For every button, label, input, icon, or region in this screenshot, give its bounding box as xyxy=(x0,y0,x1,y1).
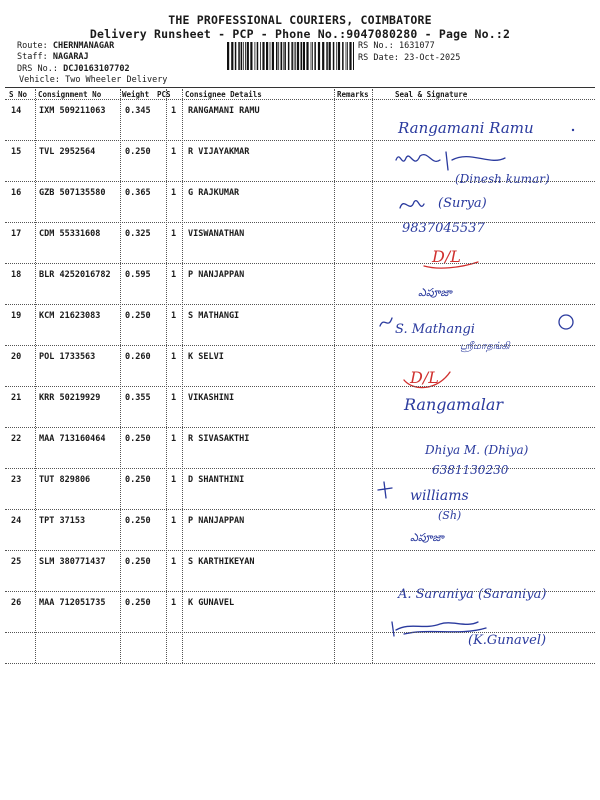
col-header-sno: S No xyxy=(9,90,28,99)
row-sno: 14 xyxy=(11,106,22,116)
row-consignment: KRR 50219929 xyxy=(39,393,101,403)
signature-handwriting xyxy=(424,443,529,477)
signature-handwriting xyxy=(392,622,546,648)
vehicle-value: Two Wheeler Delivery xyxy=(65,75,168,85)
runsheet-heading: Delivery Runsheet - PCP - Phone No.:9047080280 - Page No.:2 xyxy=(89,27,511,41)
col-header-remarks: Remarks xyxy=(337,90,369,99)
row-sno: 24 xyxy=(11,516,22,526)
row-consignment: KCM 21623083 xyxy=(39,311,101,321)
row-separator xyxy=(5,222,595,223)
row-consignment: SLM 380771437 xyxy=(39,557,106,567)
company-title: THE PROFESSIONAL COURIERS, COIMBATORE xyxy=(168,13,432,27)
drs-value: DCJ0163107702 xyxy=(63,64,130,74)
staff-value: NAGARAJ xyxy=(52,52,89,62)
row-consignment: TVL 2952564 xyxy=(39,147,96,157)
signature-handwriting xyxy=(410,531,445,544)
row-weight: 0.355 xyxy=(125,393,151,403)
stamp-mark xyxy=(404,368,450,388)
row-consignment: CDM 55331608 xyxy=(39,229,101,239)
row-separator xyxy=(5,427,595,428)
row-pcs: 1 xyxy=(171,147,177,157)
row-consignment: TUT 829806 xyxy=(39,475,91,485)
signature-text: S. Mathangi xyxy=(395,322,475,337)
vehicle-label: Vehicle: xyxy=(19,75,60,85)
row-sno: 22 xyxy=(11,434,22,444)
row-consignee: D SHANTHINI xyxy=(188,475,245,485)
row-pcs: 1 xyxy=(171,270,177,280)
row-separator xyxy=(5,140,595,141)
signature-handwriting xyxy=(397,119,574,137)
row-consignment: TPT 37153 xyxy=(39,516,86,526)
stamp-text: D/L xyxy=(410,368,439,387)
row-pcs: 1 xyxy=(171,475,177,485)
row-separator xyxy=(5,263,595,264)
signature-handwriting xyxy=(418,286,453,299)
row-sno: 18 xyxy=(11,270,22,280)
signature-text: (K.Gunavel) xyxy=(468,633,547,648)
row-pcs: 1 xyxy=(171,229,177,239)
row-weight: 0.345 xyxy=(125,106,151,116)
staff-label: Staff: xyxy=(17,52,48,62)
row-separator xyxy=(5,386,595,387)
row-weight: 0.325 xyxy=(125,229,151,239)
row-sno: 19 xyxy=(11,311,22,321)
row-pcs: 1 xyxy=(171,352,177,362)
row-sno: 20 xyxy=(11,352,22,362)
row-pcs: 1 xyxy=(171,106,177,116)
row-consignee: VISWANATHAN xyxy=(188,229,245,239)
row-pcs: 1 xyxy=(171,598,177,608)
row-pcs: 1 xyxy=(171,188,177,198)
row-consignee: K SELVI xyxy=(188,352,224,362)
row-weight: 0.250 xyxy=(125,311,151,321)
row-consignee: VIKASHINI xyxy=(188,393,235,403)
row-pcs: 1 xyxy=(171,393,177,403)
col-header-pcs: PCS xyxy=(157,90,171,99)
signature-text: ஸ்ரீமாதங்கி xyxy=(460,341,510,352)
row-separator xyxy=(5,632,595,633)
signature-handwriting xyxy=(400,196,487,236)
signature-text: A. Saraniya (Saraniya) xyxy=(398,587,547,602)
col-header-consignment: Consignment No xyxy=(38,90,102,99)
row-weight: 0.365 xyxy=(125,188,151,198)
row-pcs: 1 xyxy=(171,516,177,526)
row-consignment: MAA 712051735 xyxy=(39,598,106,608)
signature-text: Dhiya M. (Dhiya) xyxy=(425,443,529,457)
table-bottom-rule xyxy=(5,663,595,664)
signature-handwriting xyxy=(380,315,573,353)
drs-label: DRS No.: xyxy=(17,64,58,74)
row-sno: 23 xyxy=(11,475,22,485)
row-pcs: 1 xyxy=(171,311,177,321)
row-weight: 0.250 xyxy=(125,516,151,526)
rs-date-value: 23-Oct-2025 xyxy=(404,53,461,63)
row-weight: 0.595 xyxy=(125,270,151,280)
row-weight: 0.250 xyxy=(125,434,151,444)
row-consignee: R VIJAYAKMAR xyxy=(188,147,250,157)
row-consignment: BLR 4252016782 xyxy=(39,270,111,280)
col-header-weight: Weight xyxy=(122,90,150,99)
signature-handwriting xyxy=(397,587,546,602)
col-header-consignee: Consignee Details xyxy=(185,90,262,99)
signature-text: 9837045537 xyxy=(402,221,485,236)
row-consignment: MAA 713160464 xyxy=(39,434,106,444)
row-sno: 25 xyxy=(11,557,22,567)
row-consignee: S MATHANGI xyxy=(188,311,240,321)
row-separator xyxy=(5,509,595,510)
signature-text: (Sh) xyxy=(438,509,462,522)
row-separator xyxy=(5,181,595,182)
signature-text: ఎపూజా xyxy=(410,531,444,544)
stamp-mark xyxy=(424,247,478,268)
signature-text: 6381130230 xyxy=(432,463,509,477)
route-value: CHERNMANAGAR xyxy=(52,41,115,51)
stamp-text: D/L xyxy=(432,247,461,266)
rs-no-value: 1631077 xyxy=(398,41,435,51)
route-label: Route: xyxy=(17,41,48,51)
row-consignee: G RAJKUMAR xyxy=(188,188,240,198)
row-separator xyxy=(5,468,595,469)
signature-text: (Surya) xyxy=(438,196,487,211)
row-sno: 26 xyxy=(11,598,22,608)
rs-no-label: RS No.: xyxy=(358,41,394,51)
row-consignee: R SIVASAKTHI xyxy=(188,434,250,444)
row-consignment: GZB 507135580 xyxy=(39,188,106,198)
signature-handwriting xyxy=(403,395,504,414)
row-weight: 0.250 xyxy=(125,147,151,157)
row-separator xyxy=(5,304,595,305)
row-consignee: K GUNAVEL xyxy=(188,598,235,608)
row-consignment: IXM 509211063 xyxy=(39,106,106,116)
row-pcs: 1 xyxy=(171,434,177,444)
signature-handwriting xyxy=(378,482,469,522)
rs-date-label: RS Date: xyxy=(358,53,399,63)
row-sno: 17 xyxy=(11,229,22,239)
row-separator xyxy=(5,345,595,346)
row-consignee: RANGAMANI RAMU xyxy=(188,106,260,116)
row-weight: 0.250 xyxy=(125,557,151,567)
signature-text: williams xyxy=(410,488,469,504)
row-consignment: POL 1733563 xyxy=(39,352,96,362)
row-weight: 0.260 xyxy=(125,352,151,362)
signature-text: Rangamalar xyxy=(404,395,504,414)
row-consignee: P NANJAPPAN xyxy=(188,516,245,526)
signature-text: Rangamani Ramu xyxy=(398,119,534,137)
signature-text: (Dinesh kumar) xyxy=(455,172,550,186)
row-consignee: S KARTHIKEYAN xyxy=(188,557,255,567)
row-sno: 15 xyxy=(11,147,22,157)
row-separator xyxy=(5,550,595,551)
row-separator xyxy=(5,591,595,592)
row-pcs: 1 xyxy=(171,557,177,567)
row-sno: 16 xyxy=(11,188,22,198)
row-sno: 21 xyxy=(11,393,22,403)
row-weight: 0.250 xyxy=(125,475,151,485)
col-header-seal-signature: Seal & Signature xyxy=(395,90,468,99)
signature-text: ఎపూజా xyxy=(418,286,452,299)
row-weight: 0.250 xyxy=(125,598,151,608)
row-consignee: P NANJAPPAN xyxy=(188,270,245,280)
